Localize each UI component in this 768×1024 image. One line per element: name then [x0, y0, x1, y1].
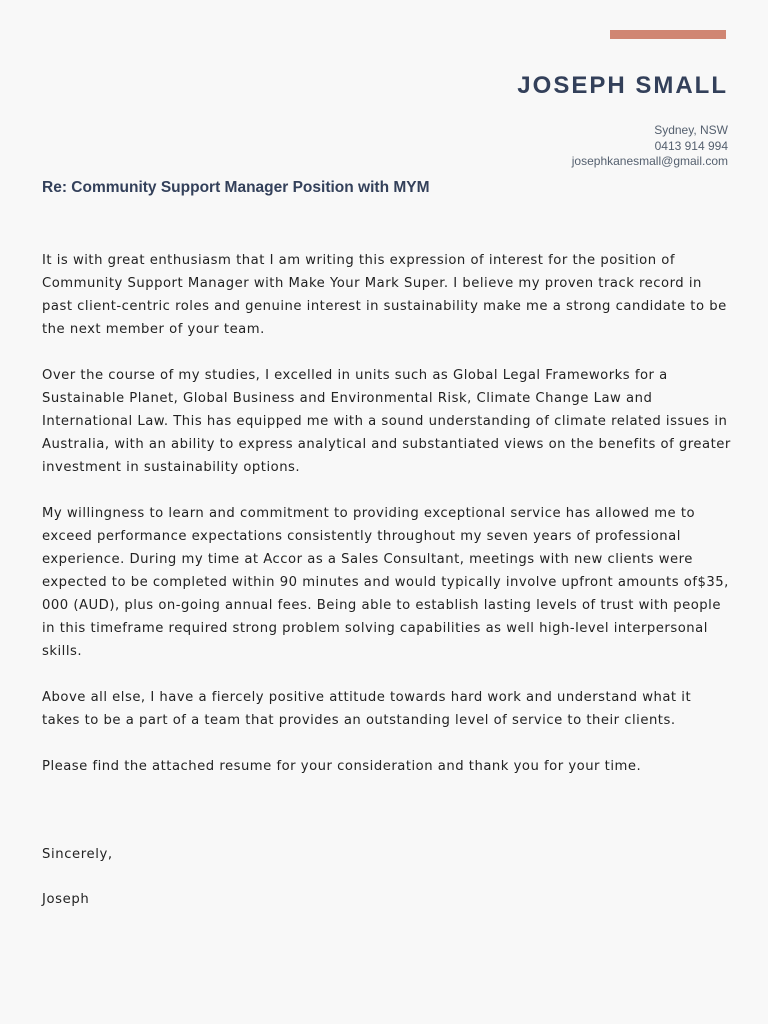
- paragraph-studies: Over the course of my studies, I excelled in units such as Global Legal Frameworks for a Sustainable Planet, Global Business and Environmental Risk, Climate Change Law and International Law. This has equipped me with a sound understanding of climate related issues in Australia, with an ability to express analytical and substantiated views on the benefits of greater investment in sustainability options.: [42, 368, 731, 475]
- contact-email: josephkanesmall@gmail.com: [571, 154, 728, 168]
- accent-bar: [610, 30, 726, 39]
- signature: Joseph: [42, 892, 90, 907]
- signoff: [42, 843, 113, 911]
- paragraph-experience: My willingness to learn and commitment to providing exceptional service has allowed me to exceed performance expectations consistently throughout my seven years of professional experience. During my time at Accor as a Sales Consultant, meetings with new clients were expected to be completed within 90 minutes and would typically involve upfront amounts of$35, 000 (AUD), plus on-going annual fees. Being able to establish lasting levels of trust with people in this timeframe required strong problem solving capabilities as well high-level interpersonal skills.: [42, 506, 729, 659]
- contact-phone: 0413 914 994: [654, 138, 728, 153]
- paragraph-intro: It is with great enthusiasm that I am writing this expression of interest for the position of Community Support Manager with Make Your Mark Super. I believe my proven track record in past client-centric roles and genuine interest in sustainability make me a strong candidate to be the next member of your team.: [42, 253, 727, 337]
- contact-location: Sydney, NSW: [654, 123, 728, 137]
- applicant-name: JOSEPH SMALL: [517, 72, 728, 99]
- letter-subject: Re: Community Support Manager Position with MYM: [42, 179, 430, 196]
- paragraph-attitude: Above all else, I have a fiercely positive attitude towards hard work and understand what it takes to be a part of a team that provides an outstanding level of service to their clients.: [42, 690, 692, 728]
- letter-body: [42, 249, 732, 801]
- contact-block: [572, 123, 728, 170]
- closing: Sincerely,: [42, 847, 113, 862]
- paragraph-resume: Please find the attached resume for your consideration and thank you for your time.: [42, 759, 642, 774]
